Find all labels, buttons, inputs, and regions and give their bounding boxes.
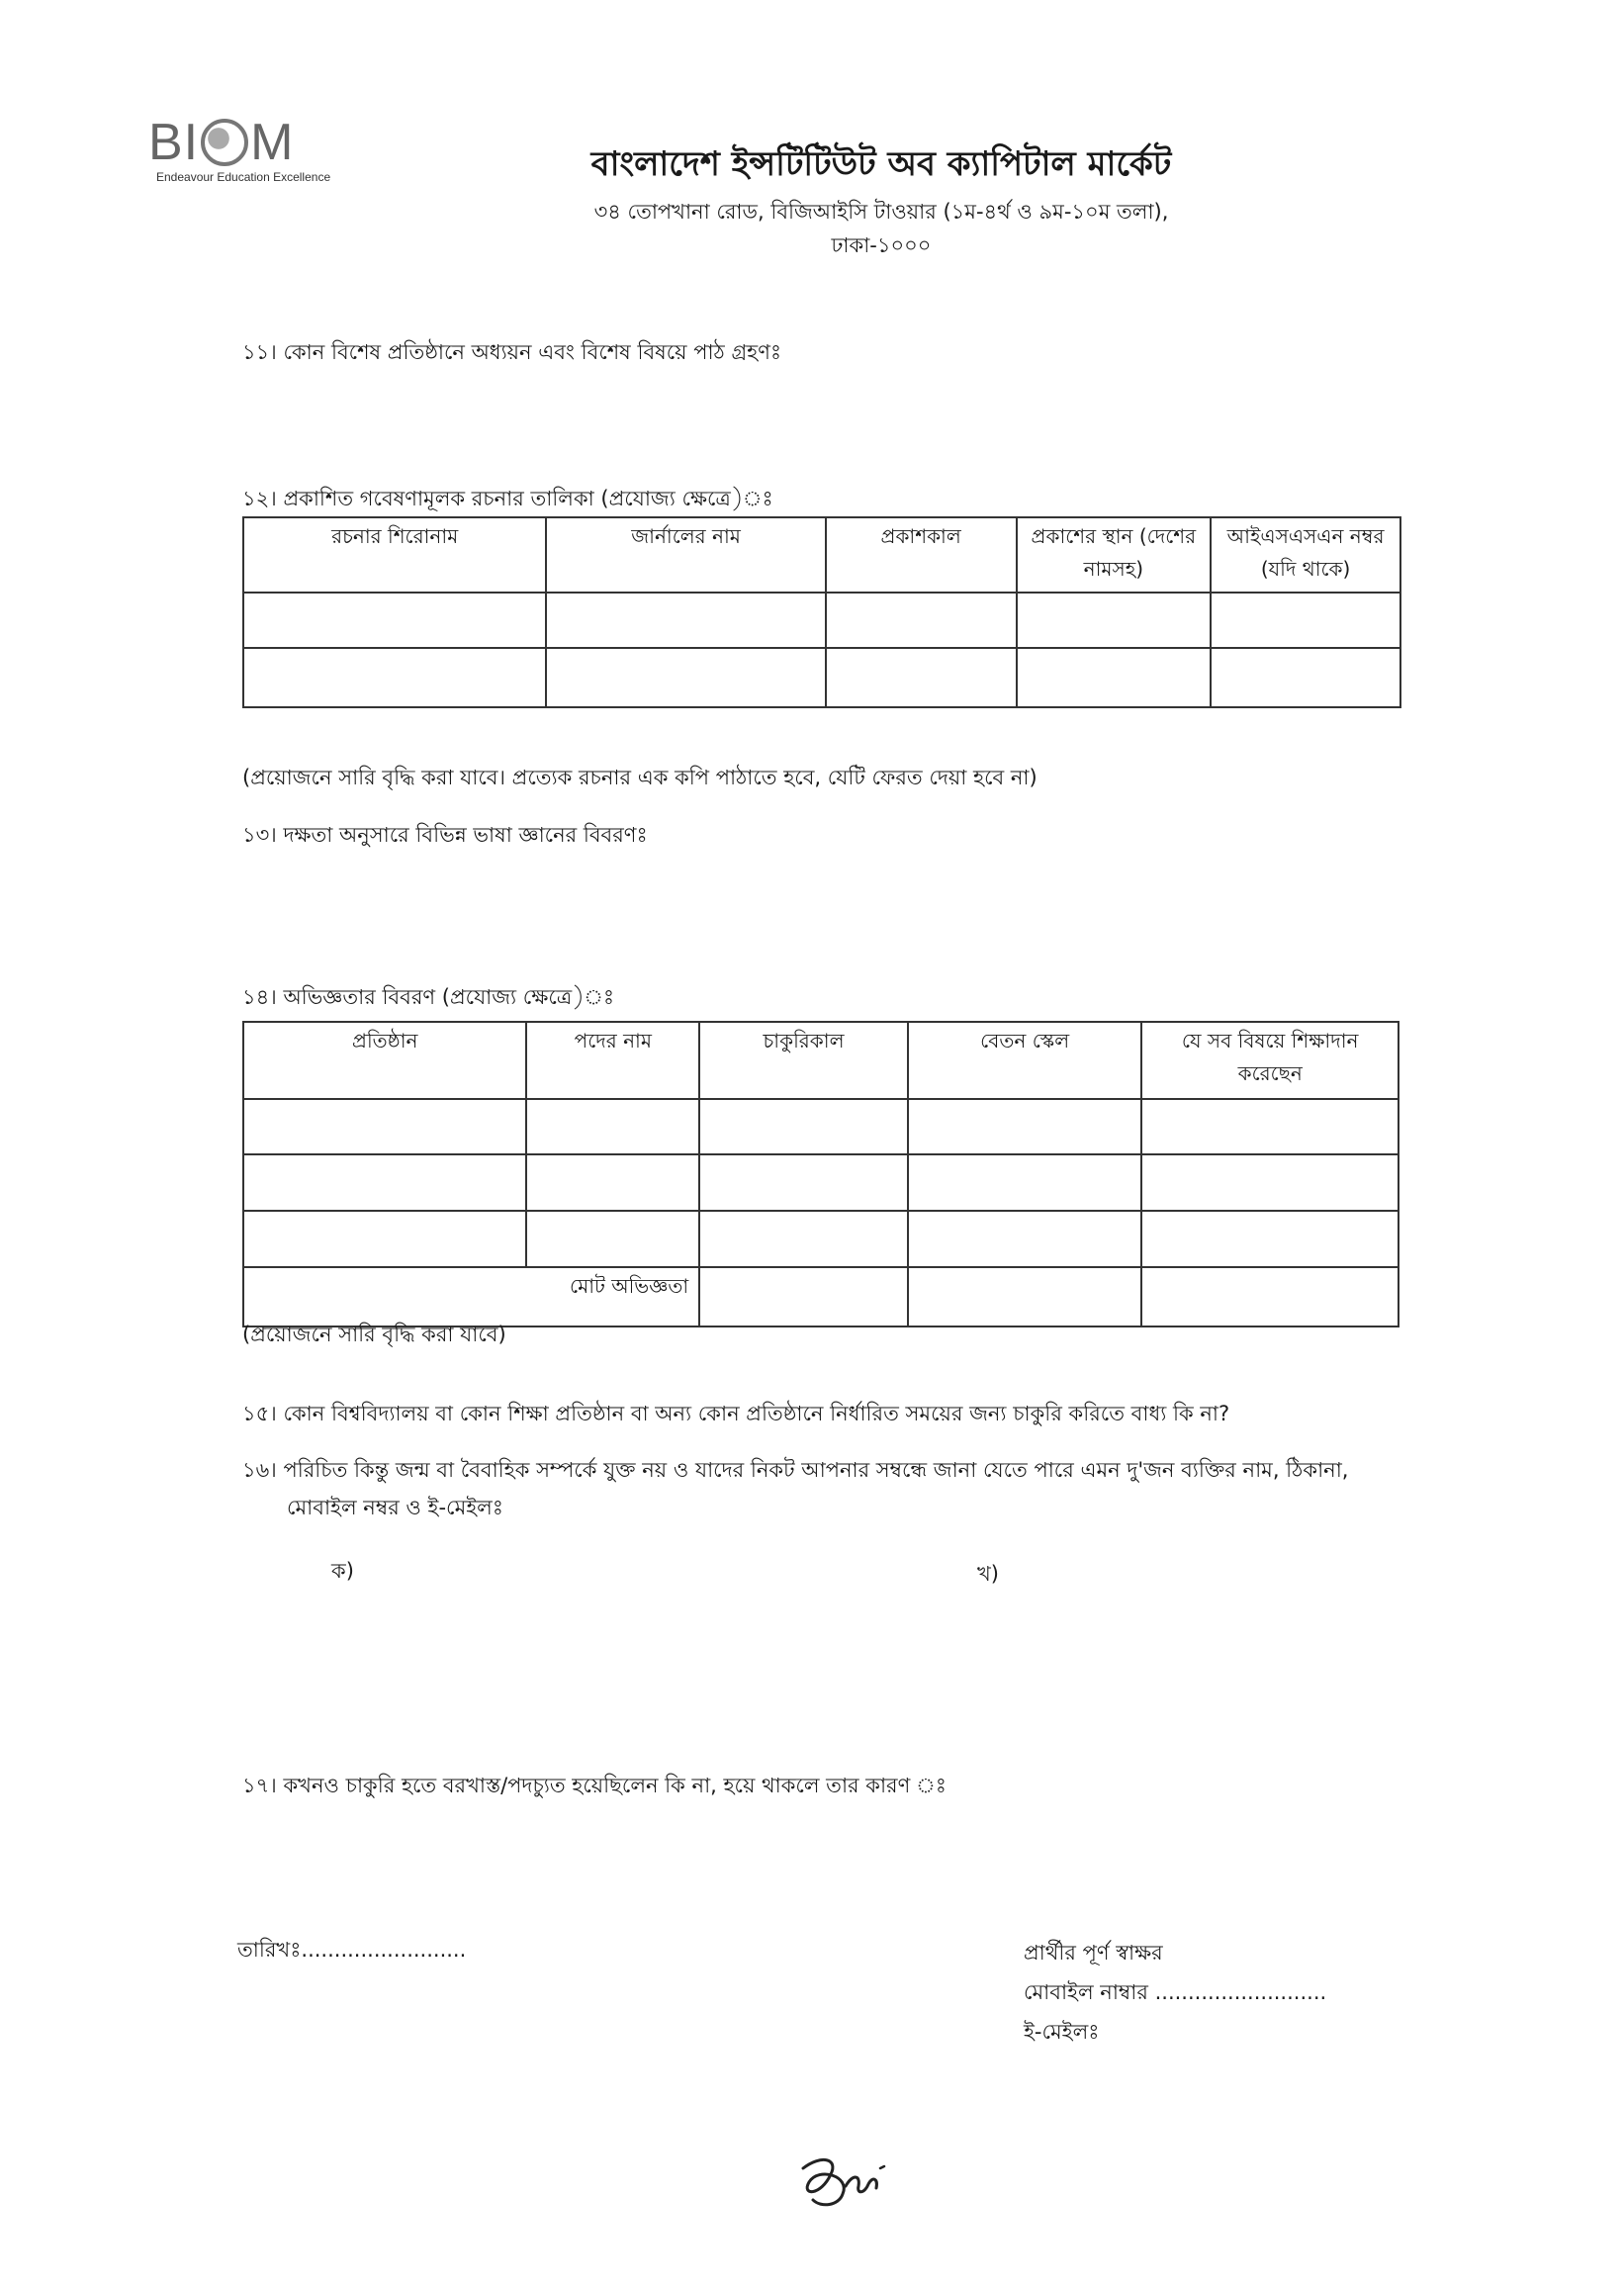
exp-col-subjects: যে সব বিষয়ে শিক্ষাদান করেছেন [1141, 1022, 1398, 1099]
reference-a: ক) [331, 1559, 354, 1583]
table-cell[interactable] [546, 648, 825, 707]
total-experience-label: মোট অভিজ্ঞতা [243, 1267, 699, 1326]
experience-note: (প্রয়োজনে সারি বৃদ্ধি করা যাবে) [242, 1323, 506, 1346]
organization-title: বাংলাদেশ ইন্সটিটিউট অব ক্যাপিটাল মার্কেট [590, 144, 1172, 184]
table-cell[interactable] [1141, 1154, 1398, 1211]
question-12: ১২। প্রকাশিত গবেষণামূলক রচনার তালিকা (প্রযোজ্য ক্ষেত্রে)ঃ [242, 487, 773, 510]
table-row [243, 1154, 1398, 1211]
table-row [243, 1211, 1398, 1267]
table-cell[interactable] [1141, 1211, 1398, 1267]
exp-col-institution: প্রতিষ্ঠান [243, 1022, 526, 1099]
table-cell[interactable] [908, 1267, 1142, 1326]
table-cell[interactable] [1017, 648, 1212, 707]
exp-col-duration: চাকুরিকাল [699, 1022, 908, 1099]
question-11: ১১। কোন বিশেষ প্রতিষ্ঠানে অধ্যয়ন এবং বিশেষ বিষয়ে পাঠ গ্রহণঃ [242, 340, 782, 364]
table-cell[interactable] [243, 648, 546, 707]
table-cell[interactable] [546, 593, 825, 648]
question-16-line2: মোবাইল নম্বর ও ই-মেইলঃ [287, 1496, 504, 1519]
logo-text-right: M [250, 114, 295, 171]
question-14: ১৪। অভিজ্ঞতার বিবরণ (প্রযোজ্য ক্ষেত্রে)ঃ [242, 985, 615, 1009]
table-row [243, 648, 1400, 707]
table-cell[interactable] [243, 593, 546, 648]
date-field: তারিখঃ......................... [237, 1938, 467, 1962]
table-cell[interactable] [699, 1154, 908, 1211]
table-cell[interactable] [526, 1099, 699, 1154]
table-cell[interactable] [1141, 1099, 1398, 1154]
table-cell[interactable] [908, 1099, 1142, 1154]
question-13: ১৩। দক্ষতা অনুসারে বিভিন্ন ভাষা জ্ঞানের বিবরণঃ [242, 823, 648, 847]
pub-col-issn: আইএসএসএন নম্বর (যদি থাকে) [1211, 517, 1400, 593]
pub-col-title: রচনার শিরোনাম [243, 517, 546, 593]
table-row [243, 593, 1400, 648]
table-cell[interactable] [1017, 593, 1212, 648]
table-cell[interactable] [243, 1099, 526, 1154]
table-cell[interactable] [908, 1211, 1142, 1267]
table-cell[interactable] [243, 1211, 526, 1267]
table-cell[interactable] [699, 1211, 908, 1267]
publications-table [242, 516, 1401, 708]
mobile-field: মোবাইল নাম্বার .......................... [1024, 1980, 1327, 2004]
table-cell[interactable] [826, 593, 1017, 648]
pub-col-date: প্রকাশকাল [826, 517, 1017, 593]
logo-text-left: BI [148, 114, 200, 171]
organization-address: ৩৪ তোপখানা রোড, বিজিআইসি টাওয়ার (১ম-৪র্থ ও ৯ম-১০ম তলা), [593, 200, 1169, 224]
question-15: ১৫। কোন বিশ্ববিদ্যালয় বা কোন শিক্ষা প্রতিষ্ঠান বা অন্য কোন প্রতিষ্ঠানে নির্ধারিত সময়ের জন্য চাকুরি করিতে বাধ্য কি না? [242, 1402, 1230, 1425]
table-row [243, 1099, 1398, 1154]
exp-col-pay-scale: বেতন স্কেল [908, 1022, 1142, 1099]
handwritten-initial-signature [791, 2147, 900, 2216]
table-cell[interactable] [826, 648, 1017, 707]
experience-table [242, 1021, 1399, 1327]
email-field: ই-মেইলঃ [1024, 2020, 1100, 2044]
table-cell[interactable] [699, 1267, 908, 1326]
organization-city: ঢাকা-১০০০ [831, 233, 932, 257]
reference-b: খ) [977, 1562, 999, 1586]
logo-tagline: Endeavour Education Excellence [156, 170, 331, 184]
pub-col-place: প্রকাশের স্থান (দেশের নামসহ) [1017, 517, 1212, 593]
table-cell[interactable] [1211, 593, 1400, 648]
table-row [243, 1267, 1398, 1326]
table-cell[interactable] [526, 1154, 699, 1211]
question-16-line1: ১৬। পরিচিত কিন্তু জন্ম বা বৈবাহিক সম্পর্কে যুক্ত নয় ও যাদের নিকট আপনার সম্বন্ধে জানা যেতে পারে এমন দু'জন ব্যক্তির নাম, ঠিকানা, [242, 1458, 1349, 1482]
table-cell[interactable] [1211, 648, 1400, 707]
table-cell[interactable] [699, 1099, 908, 1154]
question-17: ১৭। কখনও চাকুরি হতে বরখাস্ত/পদচ্যুত হয়েছিলেন কি না, হয়ে থাকলে তার কারণ ঃ [242, 1774, 947, 1797]
table-cell[interactable] [243, 1154, 526, 1211]
signature-label: প্রার্থীর পূর্ণ স্বাক্ষর [1024, 1941, 1163, 1965]
exp-col-designation: পদের নাম [526, 1022, 699, 1099]
table-cell[interactable] [1141, 1267, 1398, 1326]
table-cell[interactable] [526, 1211, 699, 1267]
table-cell[interactable] [908, 1154, 1142, 1211]
pub-col-journal: জার্নালের নাম [546, 517, 825, 593]
publications-note: (প্রয়োজনে সারি বৃদ্ধি করা যাবে। প্রত্যেক রচনার এক কপি পাঠাতে হবে, যেটি ফেরত দেয়া হবে না) [242, 766, 1038, 789]
